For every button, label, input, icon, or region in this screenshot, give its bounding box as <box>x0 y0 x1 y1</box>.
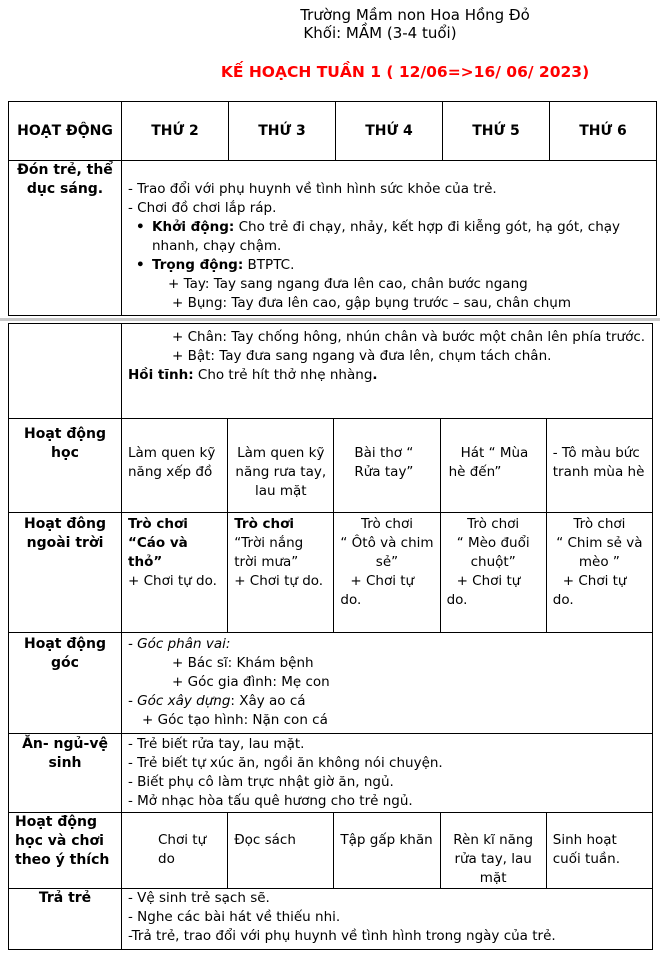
game-label: Trò chơi <box>467 516 520 532</box>
free-play: + Chơi tự do. <box>552 573 627 608</box>
hoc-wed: Bài thơ “ Rửa tay” <box>334 419 440 513</box>
table-row-don-tre-cont <box>9 324 653 419</box>
text-line: - Trẻ biết tự xúc ăn, ngồi ăn không nói chuyện. <box>128 755 443 771</box>
phan-vai-line: - Góc phân vai: <box>128 636 231 652</box>
plan-title: KẾ HOẠCH TUẦN 1 ( 12/06=>16/ 06/ 2023) <box>220 63 590 81</box>
bat-line: + Bật: Tay đưa sang ngang và đưa lên, chụm tách chân. <box>172 348 552 364</box>
text-line: - Nghe các bài hát về thiếu nhi. <box>128 909 341 925</box>
free-play: + Chơi tự do. <box>234 573 324 589</box>
table-row-don-tre <box>9 161 657 316</box>
game-name: “Cáo và thỏ” <box>128 535 188 570</box>
table-row-an-ngu <box>9 734 653 813</box>
col-header-fri: THỨ 6 <box>550 102 657 161</box>
hoc-tue: Làm quen kỹ năng rưa tay, lau mặt <box>228 419 334 513</box>
page-break-divider <box>0 318 660 321</box>
row-label-empty <box>9 324 122 419</box>
table-row-hoat-dong-hoc <box>9 419 653 513</box>
hoc-mon: Làm quen kỹ năng xếp đồ <box>122 419 228 513</box>
tao-hinh-line: + Góc tạo hình: Nặn con cá <box>142 712 328 728</box>
hoc-thu: Hát “ Mùa hè đến” <box>440 419 546 513</box>
hoi-tinh-label: Hồi tĩnh: <box>128 367 194 383</box>
game-label: Trò chơi <box>573 516 626 532</box>
table-row-choi-so-thich <box>9 813 653 889</box>
so-thich-fri: Sinh hoạt cuối tuần. <box>546 813 652 889</box>
khoi-dong-label: Khởi động: <box>152 219 235 235</box>
hoc-fri: - Tô màu bức tranh mùa hè <box>546 419 652 513</box>
bullet-khoi-dong <box>128 218 650 256</box>
text-line: - Trẻ biết rửa tay, lau mặt. <box>128 736 305 752</box>
goc-content <box>122 633 653 734</box>
game-name: “Trời nắng trời mưa” <box>234 535 304 570</box>
table-row-tra-tre <box>9 889 653 950</box>
trong-dong-text: BTPTC. <box>243 257 295 273</box>
bac-si-line: + Bác sĩ: Khám bệnh <box>172 655 314 671</box>
weekly-plan-table-part2 <box>8 323 653 950</box>
hoi-tinh-end: . <box>372 367 378 383</box>
gia-dinh-line: + Góc gia đình: Mẹ con <box>172 674 330 690</box>
so-thich-wed: Tập gấp khăn <box>334 813 440 889</box>
row-label-don-tre: Đón trẻ, thể dục sáng. <box>9 161 122 316</box>
text-line: - Vệ sinh trẻ sạch sẽ. <box>128 890 270 906</box>
tra-tre-content <box>122 889 653 950</box>
so-thich-thu: Rèn kĩ năng rửa tay, lau mặt <box>440 813 546 889</box>
game-label: Trò chơi <box>360 516 413 532</box>
row-label-tra-tre: Trả trẻ <box>9 889 122 950</box>
trong-dong-label: Trọng động: <box>152 257 244 273</box>
free-play: + Chơi tự do. <box>128 573 217 589</box>
weekly-plan-table-part1 <box>8 101 657 316</box>
bung-line: + Bụng: Tay đưa lên cao, gập bụng trước – sau, chân chụm <box>172 295 571 311</box>
school-name: Trường Mầm non Hoa Hồng Đỏ <box>300 6 530 24</box>
grade-level: Khối: MẦM (3-4 tuổi) <box>303 24 457 42</box>
row-label-ngoai-troi: Hoạt đông ngoài trời <box>9 513 122 633</box>
col-header-thu: THỨ 5 <box>443 102 550 161</box>
hoi-tinh-text: Cho trẻ hít thở nhẹ nhàng <box>193 367 373 383</box>
free-play: + Chơi tự do. <box>446 573 521 608</box>
row-label-an-ngu: Ăn- ngủ-vệ sinh <box>9 734 122 813</box>
game-label: Trò chơi <box>128 516 188 532</box>
ngoai-troi-mon <box>122 513 228 633</box>
header-row <box>9 102 657 161</box>
text-line: - Chơi đồ chơi lắp ráp. <box>128 200 277 216</box>
row-label-choi-so-thich: Hoạt động học và chơi theo ý thích <box>9 813 122 889</box>
col-header-mon: THỨ 2 <box>122 102 229 161</box>
text-line: - Trao đổi với phụ huynh về tình hình sức khỏe của trẻ. <box>128 181 497 197</box>
text-line: -Trả trẻ, trao đổi với phụ huynh về tình hình trong ngày của trẻ. <box>128 928 556 944</box>
tay-line: + Tay: Tay sang ngang đưa lên cao, chân bước ngang <box>168 276 528 292</box>
ngoai-troi-fri <box>546 513 652 633</box>
ngoai-troi-tue <box>228 513 334 633</box>
chan-line: + Chân: Tay chống hông, nhún chân và bước một chân lên phía trước. <box>172 329 646 345</box>
bullet-trong-dong <box>128 256 650 275</box>
game-name: “ Chim sẻ và mèo ” <box>556 535 643 570</box>
xay-dung-line <box>128 692 646 711</box>
so-thich-tue: Đọc sách <box>228 813 334 889</box>
xay-dung-text: : Xây ao cá <box>230 693 306 709</box>
table-row-ngoai-troi <box>9 513 653 633</box>
ngoai-troi-wed <box>334 513 440 633</box>
game-label: Trò chơi <box>234 516 295 532</box>
row-label-goc: Hoạt động góc <box>9 633 122 734</box>
table-row-goc <box>9 633 653 734</box>
game-name: “ Mèo đuổi chuột” <box>456 535 530 570</box>
text-line: - Biết phụ cô làm trực nhật giờ ăn, ngủ. <box>128 774 394 790</box>
don-tre-content-cont <box>122 324 653 419</box>
ngoai-troi-thu <box>440 513 546 633</box>
row-label-hoat-dong-hoc: Hoạt động học <box>9 419 122 513</box>
so-thich-mon: Chơi tự do <box>122 813 228 889</box>
col-header-activity: HOẠT ĐỘNG <box>9 102 122 161</box>
hoi-tinh-line <box>128 366 646 385</box>
col-header-tue: THỨ 3 <box>229 102 336 161</box>
xay-dung-label: - Góc xây dựng <box>128 693 231 709</box>
don-tre-content <box>122 161 657 316</box>
free-play: + Chơi tự do. <box>340 573 415 608</box>
khoi-dong-text: Cho trẻ đi chạy, nhảy, kết hợp đi kiễng gót, hạ gót, chạy nhanh, chạy chậm. <box>152 219 621 254</box>
text-line: - Mở nhạc hòa tấu quê hương cho trẻ ngủ. <box>128 793 413 809</box>
an-ngu-content <box>122 734 653 813</box>
game-name: “ Ôtô và chim sẻ” <box>340 535 434 570</box>
col-header-wed: THỨ 4 <box>336 102 443 161</box>
